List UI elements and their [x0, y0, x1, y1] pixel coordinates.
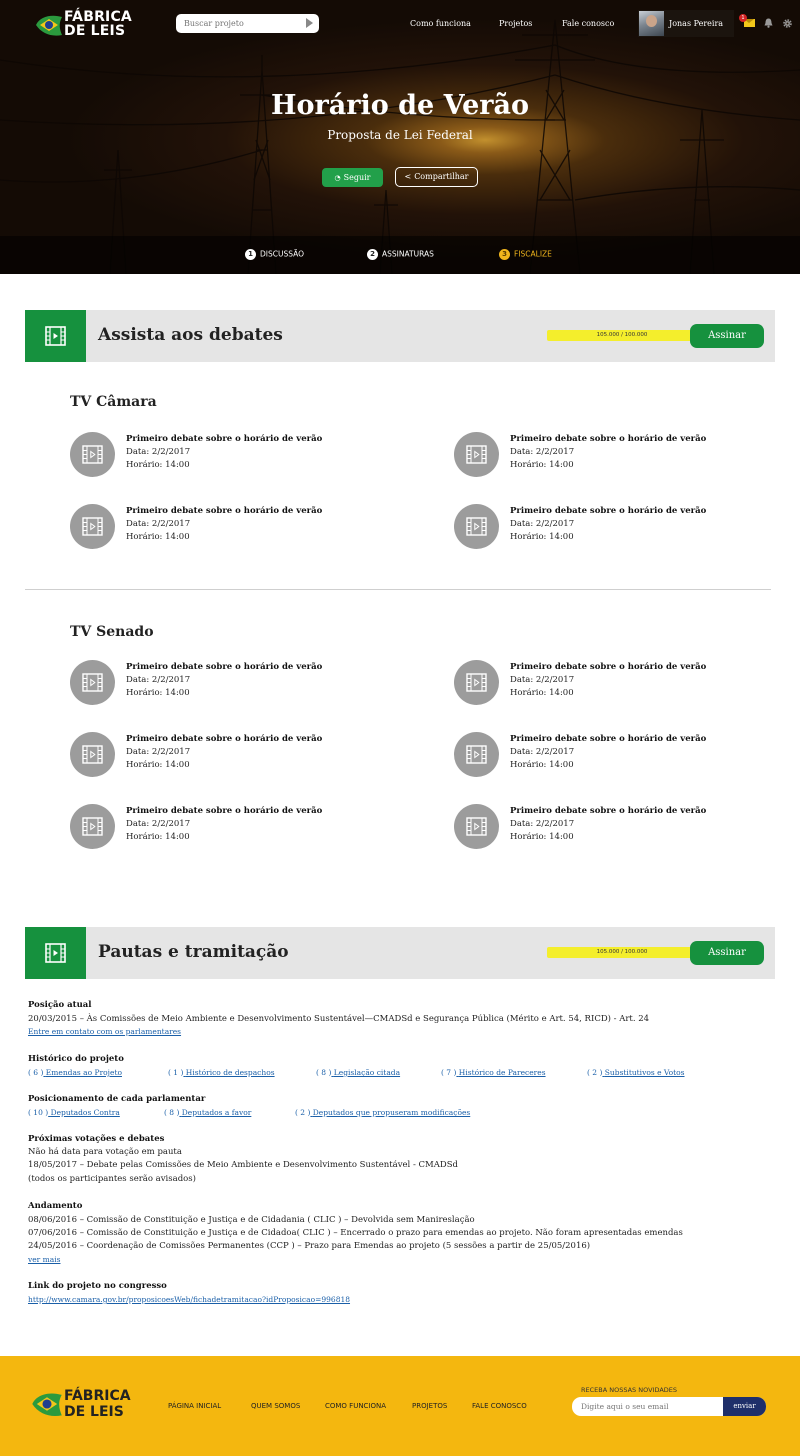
hero-banner: [0, 0, 800, 274]
step-label: FISCALIZE: [514, 249, 552, 259]
video-date: Data: 2/2/2017: [126, 447, 191, 457]
historico-link[interactable]: [587, 1068, 685, 1077]
video-film-icon: [466, 517, 487, 536]
video-play-button[interactable]: [454, 504, 499, 549]
link-count: ( 7 ): [441, 1068, 457, 1077]
andamento-line: 08/06/2016 – Comissão de Constituição e Justiça e de Cidadania ( CLIC ) – Devolvida sem Manireslação: [28, 1215, 475, 1225]
video-film-icon: [466, 673, 487, 692]
step-label: ASSINATURAS: [382, 249, 434, 259]
video-title: Primeiro debate sobre o horário de verão: [126, 506, 323, 516]
brand-logo[interactable]: [34, 10, 134, 42]
video-title: Primeiro debate sobre o horário de verão: [510, 662, 707, 672]
video-item[interactable]: [454, 432, 754, 478]
video-play-button[interactable]: [454, 660, 499, 705]
video-play-button[interactable]: [70, 660, 115, 705]
video-film-icon: [82, 817, 103, 836]
link-label: Substitutivos e Votos: [604, 1068, 685, 1077]
posicionamento-title: Posicionamento de cada parlamentar: [28, 1094, 206, 1104]
film-icon: [45, 326, 66, 346]
posicionamento-link[interactable]: [164, 1108, 251, 1117]
newsletter-email-input[interactable]: [581, 1400, 721, 1413]
video-play-button[interactable]: [70, 732, 115, 777]
brazil-flag-icon: [30, 1389, 64, 1419]
sign-button[interactable]: Assinar: [690, 941, 764, 965]
video-date: Data: 2/2/2017: [126, 747, 191, 757]
video-time: Horário: 14:00: [510, 460, 574, 470]
footer-nav-como-funciona[interactable]: COMO FUNCIONA: [325, 1402, 387, 1410]
step-label: DISCUSSÃO: [260, 249, 305, 259]
congresso-url-link[interactable]: http://www.camara.gov.br/proposicoesWeb/fichadetramitacao?idProposicao=996818: [28, 1295, 351, 1304]
video-title: Primeiro debate sobre o horário de verão: [510, 434, 707, 444]
step-number: 1: [245, 249, 256, 260]
section-title: Pautas e tramitação: [98, 942, 289, 962]
historico-link[interactable]: [28, 1068, 122, 1077]
brazil-flag-icon: [34, 12, 64, 38]
video-item[interactable]: [70, 660, 370, 706]
video-date: Data: 2/2/2017: [126, 519, 191, 529]
posicao-text: 20/03/2015 – Às Comissões de Meio Ambiente e Desenvolvimento Sustentável—CMADSd e Segurança Pública (Mérito e Art. 54, RICD) - Art. 24: [28, 1014, 650, 1024]
historico-link[interactable]: [168, 1068, 275, 1077]
video-item[interactable]: [454, 660, 754, 706]
link-count: ( 2 ): [587, 1068, 603, 1077]
nav-fale-conosco[interactable]: Fale conosco: [562, 19, 615, 28]
historico-title: Histórico do projeto: [28, 1054, 124, 1064]
historico-link[interactable]: [441, 1068, 546, 1077]
video-time: Horário: 14:00: [126, 760, 190, 770]
search-input[interactable]: [184, 16, 294, 31]
logo-line1: FÁBRICA: [64, 1388, 131, 1404]
video-date: Data: 2/2/2017: [126, 819, 191, 829]
avatar: [639, 11, 664, 36]
debates-header: [25, 310, 775, 362]
posicionamento-link[interactable]: [295, 1108, 470, 1117]
step-discussao[interactable]: [245, 249, 304, 260]
video-time: Horário: 14:00: [510, 832, 574, 842]
section-divider: [25, 589, 771, 590]
tv-camara-title: TV Câmara: [70, 394, 157, 410]
video-item[interactable]: [70, 732, 370, 778]
video-film-icon: [82, 517, 103, 536]
newsletter-send-button[interactable]: enviar: [723, 1397, 766, 1416]
ver-mais-link[interactable]: ver mais: [28, 1255, 61, 1264]
proximas-line: 18/05/2017 – Debate pelas Comissões de Meio Ambiente e Desenvolvimento Sustentável - CMADSd: [28, 1160, 458, 1170]
video-item[interactable]: [454, 504, 754, 550]
andamento-line: 07/06/2016 – Comissão de Constituição e Justiça e de Cidadoa( CLIC ) – Encerrado o prazo para emendas ao projeto. Não foram apresentadas emendas: [28, 1228, 683, 1238]
step-number: 2: [367, 249, 378, 260]
section-icon-box: [25, 310, 86, 362]
nav-projetos[interactable]: Projetos: [499, 19, 533, 28]
proximas-line: (todos os participantes serão avisados): [28, 1174, 196, 1184]
video-time: Horário: 14:00: [510, 532, 574, 542]
share-button[interactable]: [395, 167, 478, 187]
page-title: Horário de Verão: [271, 90, 529, 121]
logo-line2: DE LEIS: [64, 1404, 124, 1420]
link-label: Deputados a favor: [181, 1108, 252, 1117]
footer-logo[interactable]: [30, 1388, 140, 1424]
link-count: ( 10 ): [28, 1108, 49, 1117]
link-count: ( 8 ): [316, 1068, 332, 1077]
video-date: Data: 2/2/2017: [510, 519, 575, 529]
video-title: Primeiro debate sobre o horário de verão: [126, 806, 323, 816]
link-count: ( 1 ): [168, 1068, 184, 1077]
newsletter-label: RECEBA NOSSAS NOVIDADES: [581, 1386, 678, 1394]
footer-nav-pagina-inicial[interactable]: PÁGINA INICIAL: [168, 1402, 222, 1410]
video-title: Primeiro debate sobre o horário de verão: [126, 662, 323, 672]
link-label: Deputados Contra: [50, 1108, 120, 1117]
link-label: Emendas ao Projeto: [45, 1068, 122, 1077]
video-title: Primeiro debate sobre o horário de verão: [126, 734, 323, 744]
video-play-button[interactable]: [70, 432, 115, 477]
nav-como-funciona[interactable]: Como funciona: [410, 19, 471, 28]
video-film-icon: [82, 745, 103, 764]
link-count: ( 2 ): [295, 1108, 311, 1117]
andamento-title: Andamento: [28, 1201, 83, 1211]
video-time: Horário: 14:00: [126, 460, 190, 470]
video-time: Horário: 14:00: [510, 688, 574, 698]
contact-parliamentarians-link[interactable]: Entre em contato com os parlamentares: [28, 1027, 182, 1036]
video-date: Data: 2/2/2017: [126, 675, 191, 685]
link-count: ( 8 ): [164, 1108, 180, 1117]
link-count: ( 6 ): [28, 1068, 44, 1077]
footer: [0, 1356, 800, 1456]
rss-icon: ◔: [334, 174, 341, 182]
bell-icon[interactable]: [764, 18, 773, 28]
progress-steps: [0, 236, 800, 274]
video-title: Primeiro debate sobre o horário de verão: [510, 806, 707, 816]
share-label: Compartilhar: [414, 172, 469, 181]
andamento-line: 24/05/2016 – Coordenação de Comissões Permanentes (CCP ) – Prazo para Emendas ao projeto (5 sessões a partir de 25/05/2016): [28, 1241, 591, 1251]
user-menu[interactable]: [638, 10, 734, 37]
link-label: Histórico de despachos: [185, 1068, 275, 1077]
proximas-line: Não há data para votação em pauta: [28, 1147, 182, 1157]
video-play-button[interactable]: [454, 732, 499, 777]
video-date: Data: 2/2/2017: [510, 819, 575, 829]
video-item[interactable]: [70, 804, 370, 850]
video-film-icon: [466, 445, 487, 464]
footer-nav-projetos[interactable]: PROJETOS: [412, 1402, 448, 1410]
user-name: Jonas Pereira: [669, 19, 724, 28]
video-film-icon: [466, 745, 487, 764]
tv-senado-title: TV Senado: [70, 624, 154, 640]
video-time: Horário: 14:00: [126, 832, 190, 842]
follow-label: Seguir: [343, 173, 371, 182]
section-title: Assista aos debates: [98, 325, 283, 345]
video-title: Primeiro debate sobre o horário de verão: [510, 734, 707, 744]
share-icon: <: [404, 172, 412, 181]
footer-nav-quem-somos[interactable]: QUEM SOMOS: [251, 1402, 301, 1410]
video-item[interactable]: [454, 732, 754, 778]
logo-line1: FÁBRICA: [64, 9, 132, 25]
video-time: Horário: 14:00: [126, 532, 190, 542]
video-item[interactable]: [70, 432, 370, 478]
video-play-button[interactable]: [70, 804, 115, 849]
gear-icon[interactable]: [782, 18, 793, 29]
link-label: Histórico de Pareceres: [458, 1068, 546, 1077]
notification-badge: 1: [739, 14, 747, 22]
video-play-button[interactable]: [454, 804, 499, 849]
video-play-button[interactable]: [454, 432, 499, 477]
search-bar: [176, 14, 319, 33]
step-number: 3: [499, 249, 510, 260]
video-item[interactable]: [70, 504, 370, 550]
pautas-header: [25, 927, 775, 979]
link-congresso-title: Link do projeto no congresso: [28, 1281, 167, 1291]
posicao-title: Posição atual: [28, 1000, 92, 1010]
link-label: Legislação citada: [333, 1068, 401, 1077]
video-date: Data: 2/2/2017: [510, 447, 575, 457]
step-assinaturas[interactable]: [367, 249, 434, 260]
step-fiscalize[interactable]: [499, 249, 552, 260]
signature-progress: 105.000 / 100.000: [547, 947, 697, 958]
proximas-title: Próximas votações e debates: [28, 1134, 165, 1144]
posicionamento-link[interactable]: [28, 1108, 120, 1117]
signature-progress: 105.000 / 100.000: [547, 330, 697, 341]
section-icon-box: [25, 927, 86, 979]
video-film-icon: [82, 673, 103, 692]
footer-nav-fale-conosco[interactable]: FALE CONOSCO: [472, 1402, 527, 1410]
video-film-icon: [82, 445, 103, 464]
video-date: Data: 2/2/2017: [510, 675, 575, 685]
video-film-icon: [466, 817, 487, 836]
film-icon: [45, 943, 66, 963]
search-submit-icon[interactable]: [306, 18, 313, 28]
video-title: Primeiro debate sobre o horário de verão: [126, 434, 323, 444]
video-title: Primeiro debate sobre o horário de verão: [510, 506, 707, 516]
page-subtitle: Proposta de Lei Federal: [327, 128, 473, 142]
video-time: Horário: 14:00: [510, 760, 574, 770]
video-play-button[interactable]: [70, 504, 115, 549]
historico-link[interactable]: [316, 1068, 400, 1077]
logo-line2: DE LEIS: [64, 23, 126, 39]
video-item[interactable]: [454, 804, 754, 850]
video-time: Horário: 14:00: [126, 688, 190, 698]
sign-button[interactable]: Assinar: [690, 324, 764, 348]
video-date: Data: 2/2/2017: [510, 747, 575, 757]
follow-button[interactable]: [322, 168, 383, 187]
newsletter-form: [572, 1397, 766, 1416]
link-label: Deputados que propuseram modificações: [312, 1108, 471, 1117]
